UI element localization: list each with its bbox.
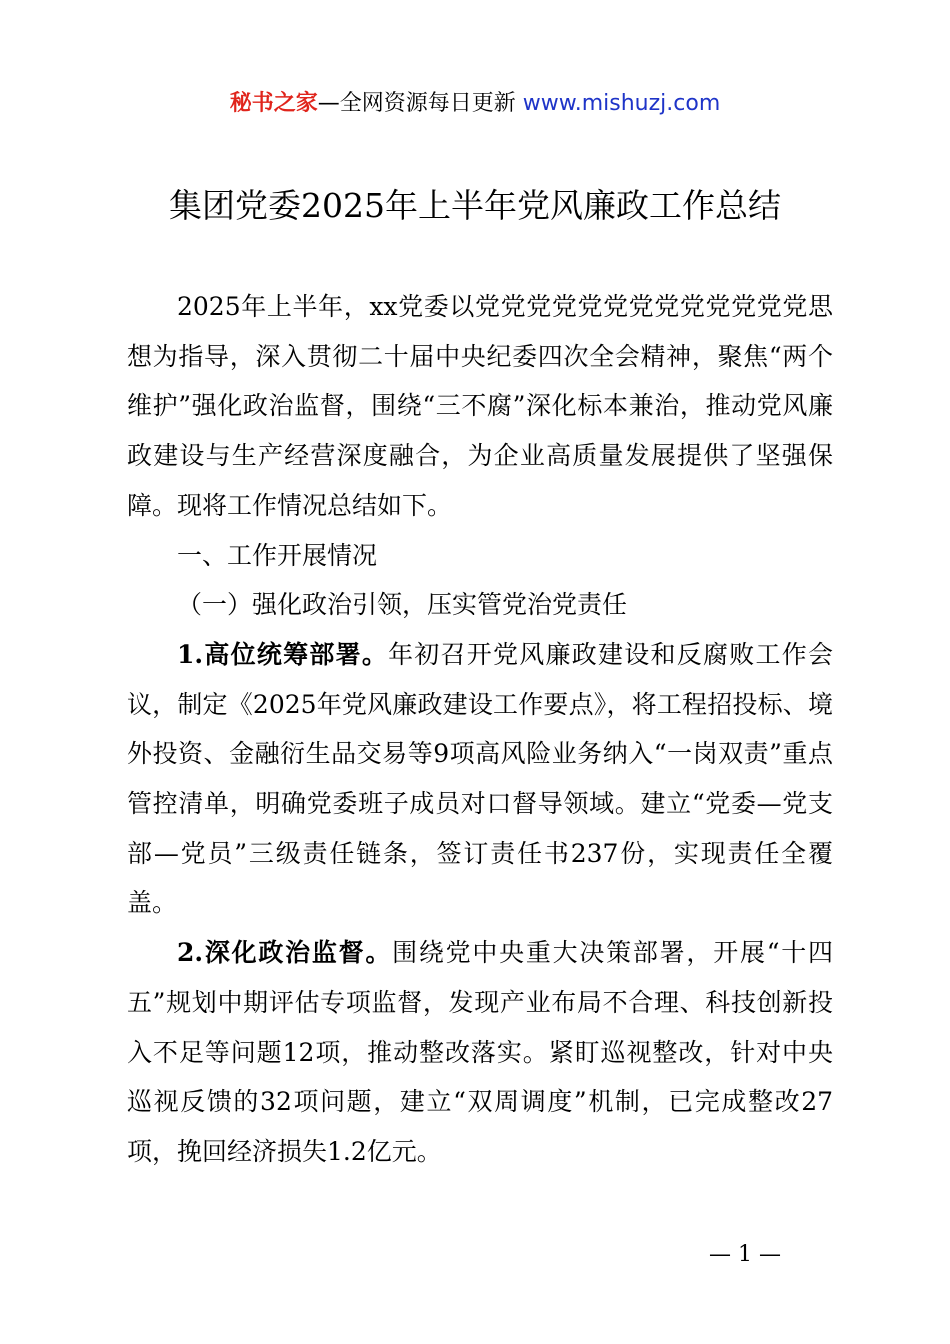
- subsection-heading: （一）强化政治引领，压实管党治党责任: [177, 590, 628, 620]
- site-header: [0, 88, 950, 120]
- document-body: [127, 282, 833, 1177]
- item-paragraph-2: [127, 928, 833, 1177]
- site-brand: 秘书之家: [229, 91, 318, 116]
- item-lead-1: 1.高位统筹部署。: [177, 639, 389, 669]
- document-title: 集团党委2025年上半年党风廉政工作总结: [169, 186, 781, 225]
- item-text-1: 年初召开党风廉政建设和反腐败工作会议，制定《2025年党风廉政建设工作要点》，将工程招投标、境外投资、金融衍生品交易等9项高风险业务纳入“一岗双责”重点管控清单，明确党委班子成员对口督导领域。建立“党委—党支部—党员”三级责任链条，签订责任书237份，实现责任全覆盖。: [127, 639, 833, 918]
- page-number: — 1 —: [709, 1242, 781, 1267]
- site-url[interactable]: www.mishuzj.com: [522, 91, 721, 116]
- item-text-2: 围绕党中央重大决策部署，开展“十四五”规划中期评估专项监督，发现产业布局不合理、科技创新投入不足等问题12项，推动整改落实。紧盯巡视整改，针对中央巡视反馈的32项问题，建立“双周调度”机制，已完成整改27项，挽回经济损失1.2亿元。: [127, 938, 833, 1166]
- site-slogan: —全网资源每日更新: [317, 91, 523, 116]
- item-lead-2: 2.深化政治监督。: [177, 938, 393, 968]
- section-heading: 一、工作开展情况: [177, 540, 378, 570]
- intro-paragraph: 2025年上半年，xx党委以党党党党党党党党党党党党党思想为指导，深入贯彻二十届中央纪委四次全会精神，聚焦“两个维护”强化政治监督，围绕“三不腐”深化标本兼治，推动党风廉政建设与生产经营深度融合，为企业高质量发展提供了坚强保障。现将工作情况总结如下。: [127, 292, 833, 520]
- item-paragraph-1: [127, 630, 833, 928]
